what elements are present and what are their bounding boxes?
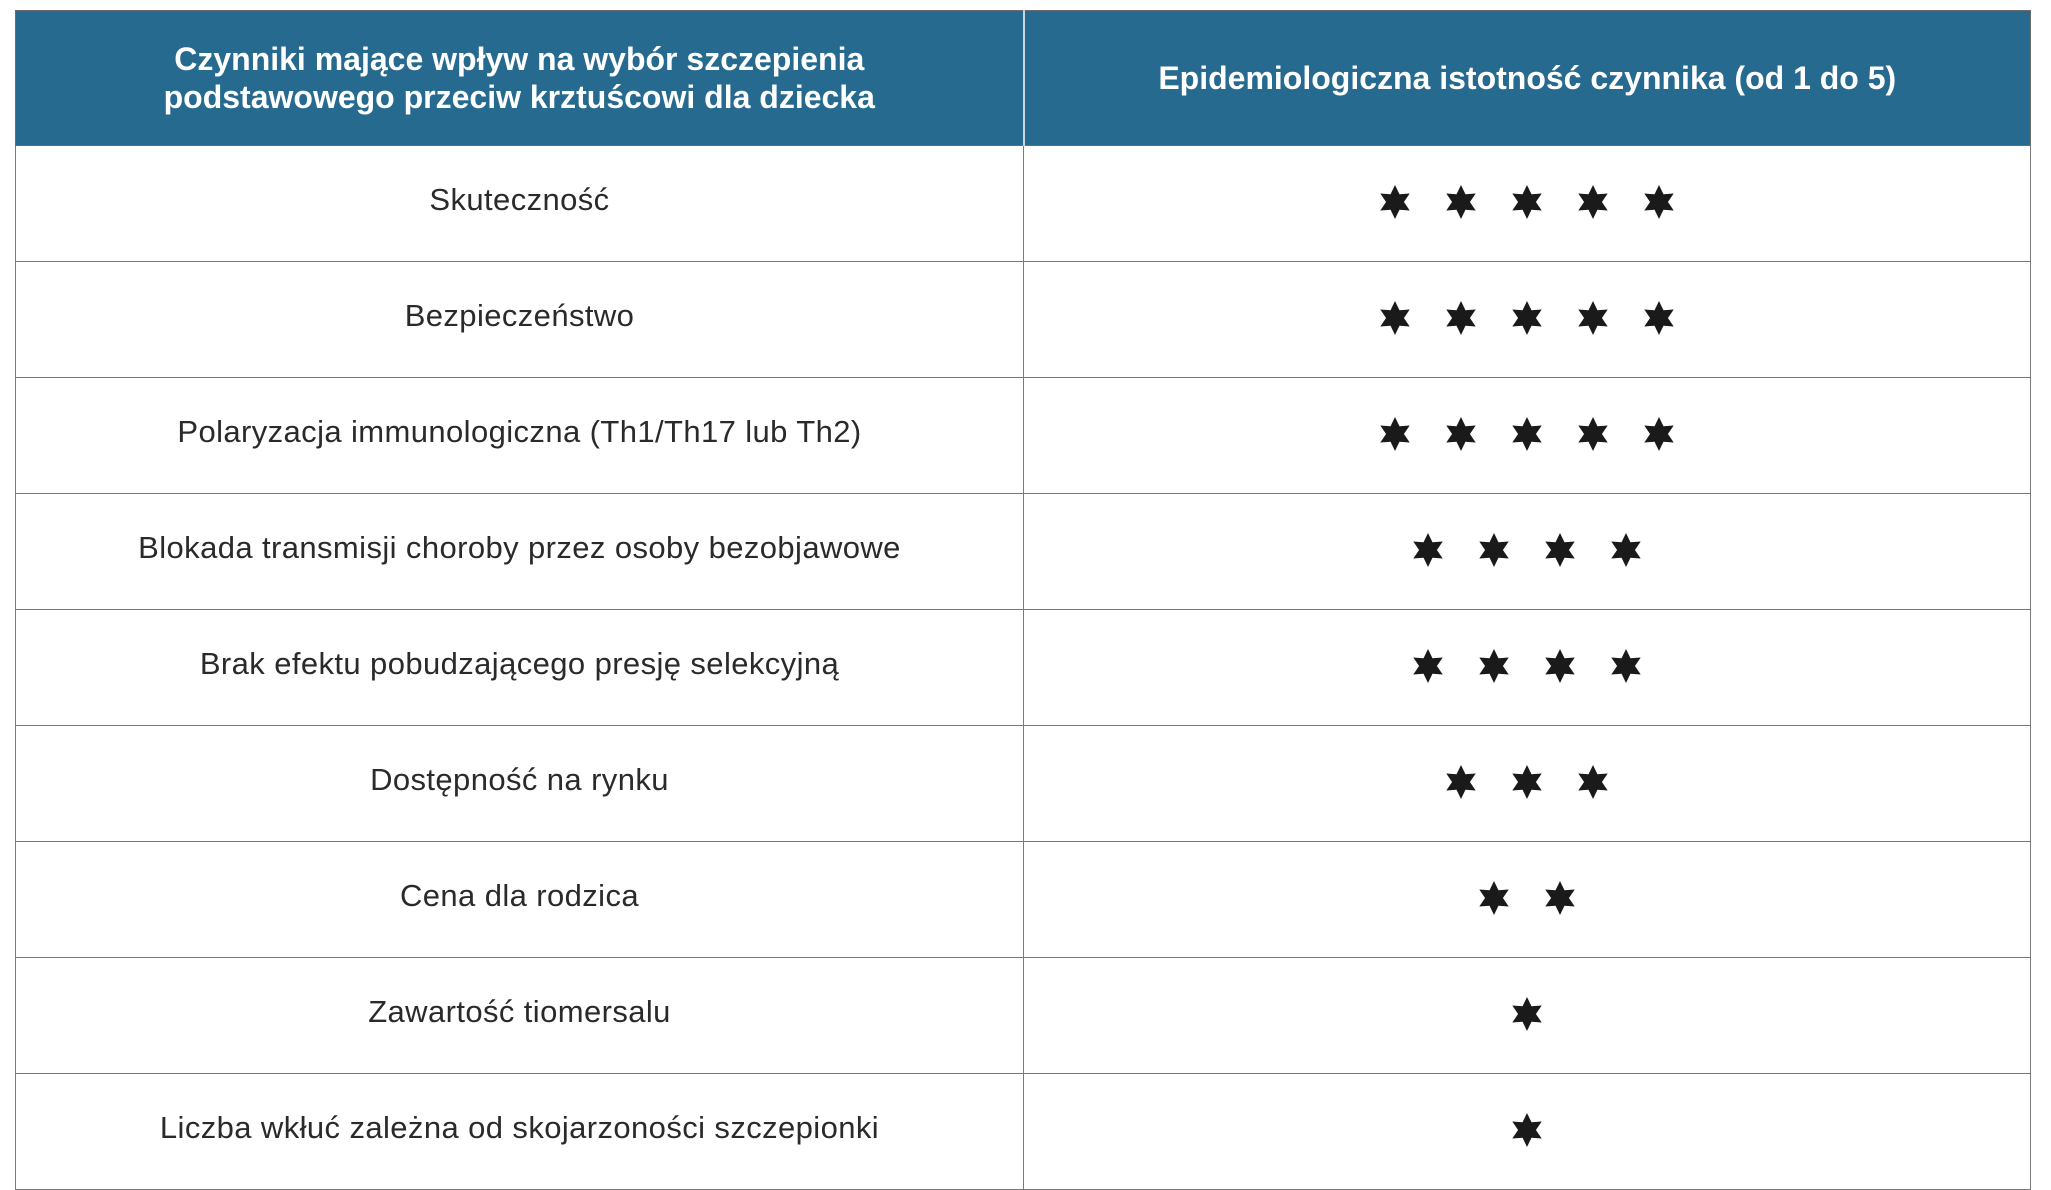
six-pointed-star-icon (1477, 649, 1511, 683)
star-shape (1578, 765, 1607, 799)
six-pointed-star-icon (1576, 301, 1610, 335)
star-shape (1512, 997, 1541, 1031)
header-factors-line-1: Czynniki mające wpływ na wybór szczepienia (174, 41, 865, 77)
six-pointed-star-icon (1444, 765, 1478, 799)
rating-cell (1024, 378, 2031, 494)
six-pointed-star-icon (1378, 185, 1412, 219)
star-shape (1545, 881, 1574, 915)
six-pointed-star-icon (1642, 417, 1676, 451)
factor-cell: Bezpieczeństwo (16, 262, 1024, 378)
star-rating (1378, 297, 1676, 335)
six-pointed-star-icon (1543, 881, 1577, 915)
star-shape (1413, 533, 1442, 567)
table-row (16, 958, 2031, 1074)
star-shape (1380, 417, 1409, 451)
star-shape (1545, 649, 1574, 683)
six-pointed-star-icon (1609, 533, 1643, 567)
factor-cell: Skuteczność (16, 146, 1024, 262)
rating-cell (1024, 610, 2031, 726)
rating-cell (1024, 1074, 2031, 1190)
table-header-row (16, 11, 2031, 146)
six-pointed-star-icon (1378, 301, 1412, 335)
six-pointed-star-icon (1444, 301, 1478, 335)
header-factors (16, 11, 1024, 146)
star-rating (1444, 761, 1610, 799)
table-row (16, 146, 2031, 262)
star-shape (1512, 417, 1541, 451)
table-row (16, 1074, 2031, 1190)
star-shape (1578, 301, 1607, 335)
star-shape (1479, 649, 1508, 683)
rating-cell (1024, 958, 2031, 1074)
rating-cell (1024, 146, 2031, 262)
star-shape (1380, 185, 1409, 219)
six-pointed-star-icon (1543, 649, 1577, 683)
star-rating (1378, 181, 1676, 219)
six-pointed-star-icon (1411, 649, 1445, 683)
table-row (16, 378, 2031, 494)
star-shape (1380, 301, 1409, 335)
factor-cell: Dostępność na rynku (16, 726, 1024, 842)
six-pointed-star-icon (1510, 1113, 1544, 1147)
star-shape (1512, 765, 1541, 799)
six-pointed-star-icon (1444, 185, 1478, 219)
table-row (16, 842, 2031, 958)
six-pointed-star-icon (1378, 417, 1412, 451)
six-pointed-star-icon (1510, 997, 1544, 1031)
six-pointed-star-icon (1543, 533, 1577, 567)
six-pointed-star-icon (1411, 533, 1445, 567)
header-factors-line-2: podstawowego przeciw krztuścowi dla dziecka (163, 79, 875, 115)
table-row (16, 726, 2031, 842)
factor-cell: Cena dla rodzica (16, 842, 1024, 958)
rating-cell (1024, 262, 2031, 378)
six-pointed-star-icon (1510, 417, 1544, 451)
star-rating (1411, 645, 1643, 683)
star-shape (1512, 301, 1541, 335)
star-rating (1510, 1109, 1544, 1147)
table-row (16, 610, 2031, 726)
star-shape (1512, 185, 1541, 219)
star-rating (1378, 413, 1676, 451)
star-shape (1479, 533, 1508, 567)
six-pointed-star-icon (1510, 185, 1544, 219)
six-pointed-star-icon (1477, 881, 1511, 915)
table-row (16, 494, 2031, 610)
star-shape (1611, 533, 1640, 567)
rating-cell (1024, 494, 2031, 610)
factor-cell: Blokada transmisji choroby przez osoby bezobjawowe (16, 494, 1024, 610)
star-shape (1446, 417, 1475, 451)
header-importance: Epidemiologiczna istotność czynnika (od 1 do 5) (1024, 11, 2031, 146)
factor-cell: Polaryzacja immunologiczna (Th1/Th17 lub Th2) (16, 378, 1024, 494)
star-shape (1611, 649, 1640, 683)
six-pointed-star-icon (1576, 417, 1610, 451)
star-shape (1545, 533, 1574, 567)
star-rating (1510, 993, 1544, 1031)
star-shape (1479, 881, 1508, 915)
star-rating (1477, 877, 1577, 915)
six-pointed-star-icon (1477, 533, 1511, 567)
factor-cell: Zawartość tiomersalu (16, 958, 1024, 1074)
star-shape (1446, 765, 1475, 799)
six-pointed-star-icon (1642, 185, 1676, 219)
star-shape (1512, 1113, 1541, 1147)
star-shape (1578, 417, 1607, 451)
six-pointed-star-icon (1576, 185, 1610, 219)
table-body (16, 146, 2031, 1190)
six-pointed-star-icon (1609, 649, 1643, 683)
star-rating (1411, 529, 1643, 567)
table-row (16, 262, 2031, 378)
six-pointed-star-icon (1642, 301, 1676, 335)
rating-cell (1024, 726, 2031, 842)
star-shape (1413, 649, 1442, 683)
six-pointed-star-icon (1576, 765, 1610, 799)
six-pointed-star-icon (1510, 301, 1544, 335)
rating-cell (1024, 842, 2031, 958)
factor-cell: Brak efektu pobudzającego presję selekcyjną (16, 610, 1024, 726)
star-shape (1446, 185, 1475, 219)
star-shape (1446, 301, 1475, 335)
six-pointed-star-icon (1510, 765, 1544, 799)
star-shape (1578, 185, 1607, 219)
factor-rating-table (15, 10, 2031, 1190)
factor-cell: Liczba wkłuć zależna od skojarzoności szczepionki (16, 1074, 1024, 1190)
star-shape (1644, 185, 1673, 219)
star-shape (1644, 417, 1673, 451)
six-pointed-star-icon (1444, 417, 1478, 451)
star-shape (1644, 301, 1673, 335)
